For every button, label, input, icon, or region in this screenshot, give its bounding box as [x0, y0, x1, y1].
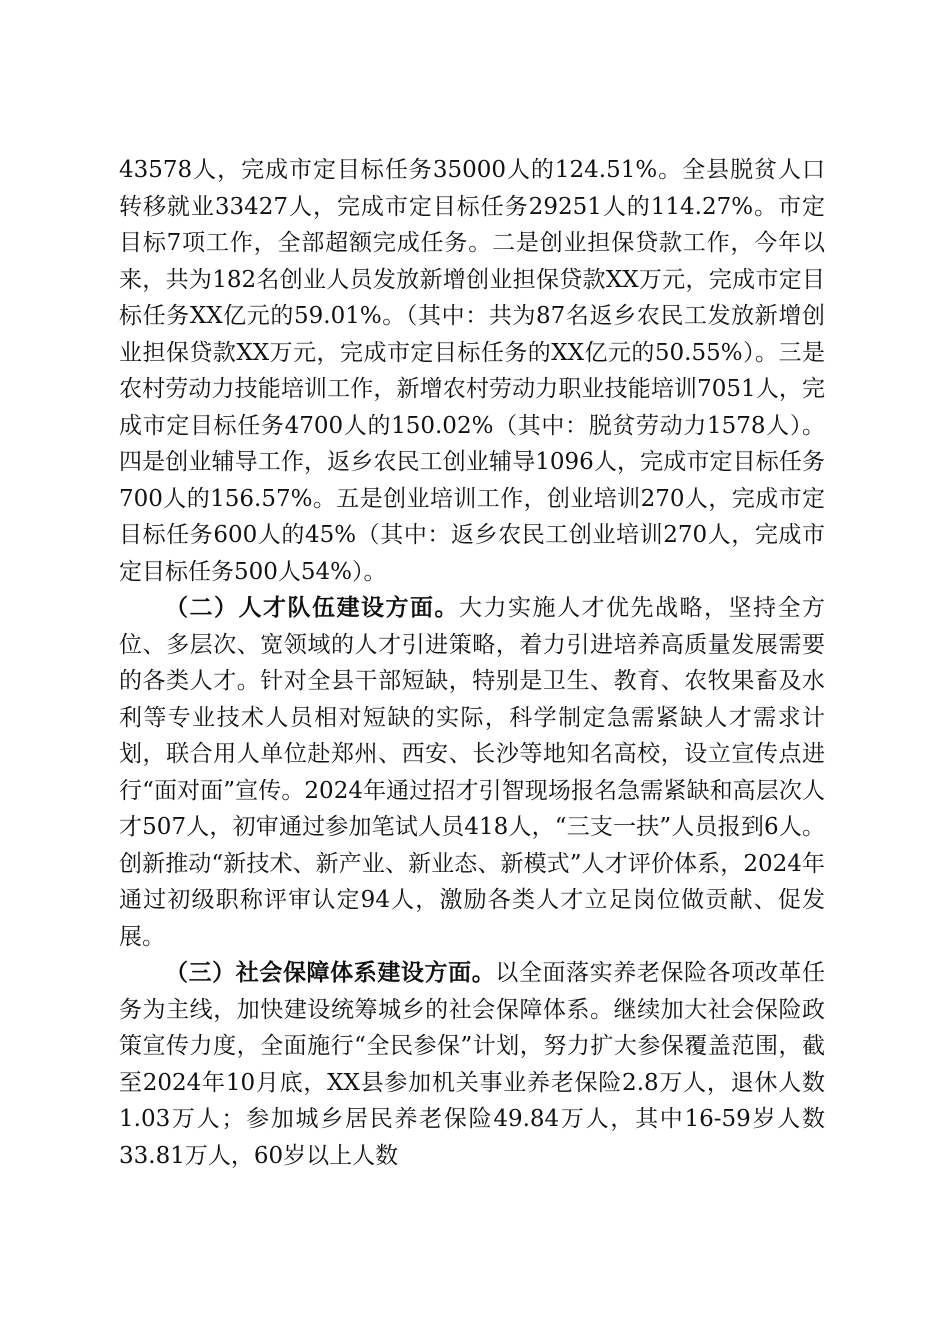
- paragraph-text: 大力实施人才优先战略，坚持全方位、多层次、宽领域的人才引进策略，着力引进培养高质量发展需要的各类人才。针对全县干部短缺，特别是卫生、教育、农牧果畜及水利等专业技术人员相对短缺的实际，科学制定急需紧缺人才需求计划，联合用人单位赴郑州、西安、长沙等地知名高校，设立宣传点进行“面对面”宣传。2024年通过招才引智现场报名急需紧缺和高层次人才507人，初审通过参加笔试人员418人，“三支一扶”人员报到6人。创新推动“新技术、新产业、新业态、新模式”人才评价体系，2024年通过初级职称评审认定94人，激励各类人才立足岗位做贡献、促发展。: [119, 595, 825, 950]
- paragraph-employment-continued: [119, 152, 825, 590]
- document-body: [119, 152, 825, 1174]
- section-heading: （二）人才队伍建设方面。: [165, 594, 459, 621]
- paragraph-talent-team: [119, 590, 825, 955]
- paragraph-text: 以全面落实养老保险各项改革任务为主线，加快建设统筹城乡的社会保障体系。继续加大社会保险政策宣传力度，全面施行“全民参保”计划，努力扩大参保覆盖范围，截至2024年10月底，XX县参加机关事业养老保险2.8万人，退休人数1.03万人；参加城乡居民养老保险49.84万人，其中16-59岁人数33.81万人，60岁以上人数: [119, 960, 826, 1169]
- paragraph-text: 43578人，完成市定目标任务35000人的124.51%。全县脱贫人口转移就业33427人，完成市定目标任务29251人的114.27%。市定目标7项工作，全部超额完成任务。二是创业担保贷款工作，今年以来，共为182名创业人员发放新增创业担保贷款XX万元，完成市定目标任务XX亿元的59.01%。（其中：共为87名返乡农民工发放新增创业担保贷款XX万元，完成市定目标任务的XX亿元的50.55%）。三是农村劳动力技能培训工作，新增农村劳动力职业技能培训7051人，完成市定目标任务4700人的150.02%（其中：脱贫劳动力1578人）。四是创业辅导工作，返乡农民工创业辅导1096人，完成市定目标任务700人的156.57%。五是创业培训工作，创业培训270人，完成市定目标任务600人的45%（其中：返乡农民工创业培训270人，完成市定目标任务500人54%）。: [119, 157, 825, 585]
- paragraph-social-security: [119, 955, 825, 1174]
- section-heading: （三）社会保障体系建设方面。: [165, 959, 496, 986]
